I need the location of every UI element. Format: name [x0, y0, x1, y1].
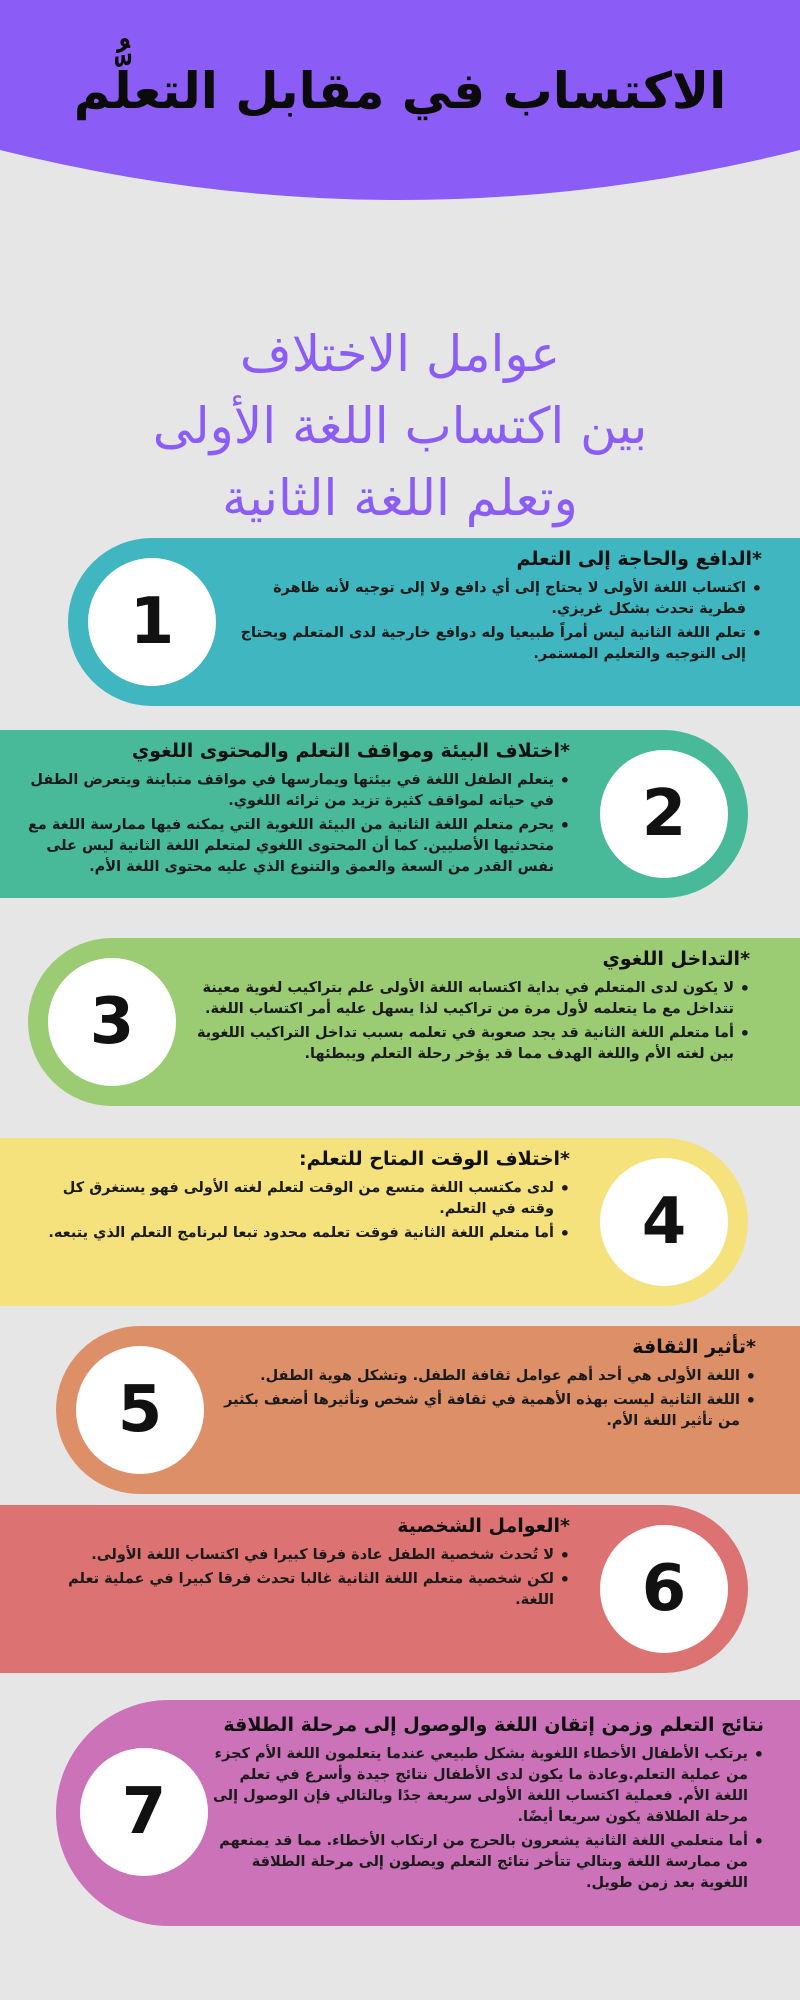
factor-card-2 [0, 730, 748, 898]
factor-point: • أما متعلم اللغة الثانية فوقت تعلمه محدود تبعا لبرنامج التعلم الذي يتبعه. [30, 1223, 570, 1244]
factor-point: • يتعلم الطفل اللغة في بيئتها ويمارسها في مواقف متباينة ويتعرض الطفل في حياته لمواقف كثيرة تزيد من ثرائه اللغوي. [10, 770, 570, 812]
factor-content [10, 740, 570, 881]
factor-number-badge: 7 [80, 1748, 208, 1876]
factor-title: *اختلاف البيئة ومواقف التعلم والمحتوى اللغوي [131, 740, 570, 762]
factor-card-1 [68, 538, 800, 706]
factor-card-7 [56, 1700, 800, 1926]
factor-card-5 [56, 1326, 800, 1494]
subtitle-line-1: عوامل الاختلاف [239, 325, 561, 383]
factor-point: • أما متعلمي اللغة الثانية يشعرون بالحرج من ارتكاب الأخطاء. مما قد يمنعهم من ممارسة اللغة وبتالي تتأخر نتائج التعلم ويصلون إلى مرحلة الطلاقة اللغوية بعد زمن طويل. [204, 1831, 764, 1894]
factor-title: *الدافع والحاجة إلى التعلم [516, 548, 762, 570]
page-title: الاكتساب في مقابل التعلُّم [73, 62, 727, 120]
factor-number-badge: 5 [76, 1346, 204, 1474]
factor-point: • تعلم اللغة الثانية ليس أمراً طبيعيا وله دوافع خارجية لدى المتعلم ويحتاج إلى التوجيه والتعليم المستمر. [222, 623, 762, 665]
factor-points [10, 770, 570, 878]
factor-number-badge: 4 [600, 1158, 728, 1286]
factor-points [222, 578, 762, 665]
factor-point: • اللغة الأولى هي أحد أهم عوامل ثقافة الطفل. وتشكل هوية الطفل. [216, 1366, 756, 1387]
header-banner [0, 0, 800, 220]
factor-number-badge: 1 [88, 558, 216, 686]
factor-points [30, 1545, 570, 1611]
factor-point: • أما متعلم اللغة الثانية قد يجد صعوبة في تعلمه بسبب تداخل التراكيب اللغوية بين لغته الأم واللغة الهدف مما قد يؤخر رحلة التعلم ويبطئها. [190, 1023, 750, 1065]
factor-content [30, 1515, 570, 1614]
factor-point: • يرتكب الأطفال الأخطاء اللغوية بشكل طبيعي عندما يتعلمون اللغة الأم كجزء من عملية التعلم.وعادة ما يكون لدى الأطفال نتائج جيدة وأسرع في تعلم اللغة الأم. فعملية اكتساب اللغة الأولى سريعة جدًا وبالتالي فإن الوصول إلى مرحلة الطلاقة يكون سريعا أيضًا. [204, 1744, 764, 1828]
factor-number-badge: 2 [600, 750, 728, 878]
factor-points [190, 978, 750, 1065]
factor-number-badge: 3 [48, 958, 176, 1086]
factor-point: • لا تُحدث شخصية الطفل عادة فرقا كبيرا في اكتساب اللغة الأولى. [30, 1545, 570, 1566]
factor-point: • اللغة الثانية ليست بهذه الأهمية في ثقافة أي شخص وتأثيرها أضعف بكثير من تأثير اللغة الأم. [216, 1390, 756, 1432]
factor-title: *تأثير الثقافة [632, 1336, 756, 1358]
factor-title: *اختلاف الوقت المتاح للتعلم: [299, 1148, 570, 1170]
factor-content [190, 948, 750, 1068]
factor-card-3 [28, 938, 800, 1106]
factor-content [216, 1336, 756, 1435]
factor-title: *التداخل اللغوي [602, 948, 750, 970]
factor-title: نتائج التعلم وزمن إتقان اللغة والوصول إلى مرحلة الطلاقة [223, 1714, 764, 1736]
factor-points [30, 1178, 570, 1244]
factor-point: • لدى مكتسب اللغة متسع من الوقت لتعلم لغته الأولى فهو يستغرق كل وقته في التعلم. [30, 1178, 570, 1220]
factor-card-4 [0, 1138, 748, 1306]
factor-number-badge: 6 [600, 1525, 728, 1653]
factor-content [204, 1714, 764, 1897]
factor-title: *العوامل الشخصية [397, 1515, 570, 1537]
factor-content [222, 548, 762, 668]
subtitle-line-3: وتعلم اللغة الثانية [222, 469, 578, 527]
factor-point: • يحرم متعلم اللغة الثانية من البيئة اللغوية التي يمكنه فيها ممارسة اللغة مع متحدثيها الأصليين. كما أن المحتوى اللغوي لمتعلم اللغة الثانية ليس على نفس القدر من السعة والعمق والتنوع الذي عليه محتوى اللغة الأم. [10, 815, 570, 878]
factor-point: • اكتساب اللغة الأولى لا يحتاج إلى أي دافع ولا إلى توجيه لأنه ظاهرة فطرية تحدث بشكل غريزي. [222, 578, 762, 620]
factor-card-6 [0, 1505, 748, 1673]
factor-points [216, 1366, 756, 1432]
factor-content [30, 1148, 570, 1247]
subtitle-line-2: بين اكتساب اللغة الأولى [152, 397, 648, 455]
factor-point: • لكن شخصية متعلم اللغة الثانية غالبا تحدث فرقا كبيرا في عملية تعلم اللغة. [30, 1569, 570, 1611]
section-subtitle [80, 318, 720, 534]
factor-point: • لا يكون لدى المتعلم في بداية اكتسابه اللغة الأولى علم بتراكيب لغوية معينة تتداخل مع ما يتعلمه لأول مرة من تراكيب لذا يسهل عليه أمر اكتساب اللغة. [190, 978, 750, 1020]
factor-points [204, 1744, 764, 1894]
